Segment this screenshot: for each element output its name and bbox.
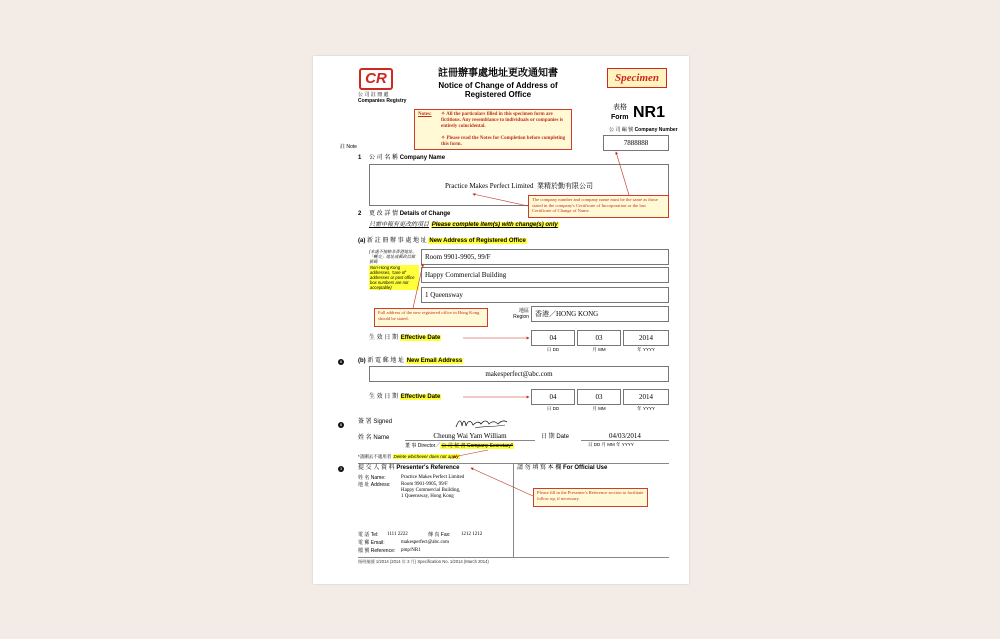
footer-spec: 指明編號 1/2014 (2014 年 3 月) Specification No. 1/2014 (March 2014) xyxy=(358,559,489,564)
item-a-label: (a) xyxy=(358,238,366,244)
title-zh: 註冊辦事處地址更改通知書 xyxy=(438,68,558,79)
form-zh: 表格 xyxy=(613,104,627,111)
date-b-dd[interactable]: 04 xyxy=(531,389,575,405)
callout-arrows xyxy=(313,56,689,584)
side-note-zh: (本處不接納非香港地址、「轉交」地址或郵政信箱號碼 xyxy=(369,249,417,264)
company-number-label-zh: 公 司 編 號 xyxy=(609,127,634,133)
date-a-mm-label: 月 MM xyxy=(592,347,606,352)
item-a-en: New Address of Registered Office xyxy=(429,238,526,244)
item-b-zh: 新 電 郵 地 址 xyxy=(367,358,405,364)
notes-item-2: ✧ Please read the Notes for Completion before completing this form. xyxy=(441,136,566,147)
effective-date-b-en: Effective Date xyxy=(400,394,441,400)
date-b-yyyy-label: 年 YYYY xyxy=(637,406,655,411)
item-b-en: New Email Address xyxy=(406,358,463,364)
section2-sub-zh: 只需申報有更改的項目 xyxy=(369,222,430,228)
role-en: Director xyxy=(417,443,436,449)
date-a-yyyy-label: 年 YYYY xyxy=(637,347,655,352)
presenter-addr-3: 1 Queensway, Hong Kong xyxy=(401,494,454,499)
side-note-en: Non-Hong Kong addresses, 'care of' addresses or post office box numbers are not acceptable) xyxy=(369,265,419,290)
role-note-en: Delete whichever does not apply xyxy=(393,454,459,459)
notes-label: Notes: xyxy=(418,112,432,117)
presenter-en: Presenter's Reference xyxy=(396,465,460,471)
section1-number: 1 xyxy=(358,155,362,161)
signature-bullet: 8 xyxy=(339,422,343,427)
role-sep: ／ xyxy=(435,443,441,449)
region-zh: 地區 xyxy=(518,308,529,314)
presenter-name-value[interactable]: Practice Makes Perfect Limited xyxy=(401,475,465,480)
region-field[interactable]: 香港／HONG KONG xyxy=(531,306,669,322)
signed-en: Signed xyxy=(373,419,393,425)
date-en: Date xyxy=(556,434,570,440)
form-page xyxy=(313,56,689,584)
date-b-yyyy[interactable]: 2014 xyxy=(623,389,669,405)
name-en: Name xyxy=(373,435,390,441)
presenter-ref-zh: 檔 號 xyxy=(358,548,370,554)
item-b-label: (b) xyxy=(358,358,366,364)
form-label: Form xyxy=(611,114,629,121)
presenter-addr-2: Happy Commercial Building, xyxy=(401,488,461,493)
official-en: For Official Use xyxy=(563,465,608,471)
presenter-name-en: Name: xyxy=(370,475,386,481)
date-a-dd[interactable]: 04 xyxy=(531,330,575,346)
date-a-dd-label: 日 DD xyxy=(546,347,560,352)
date-b-dd-label: 日 DD xyxy=(546,406,560,411)
address-line-1[interactable]: Room 9901-9905, 99/F xyxy=(421,249,669,265)
section2-sub-en: Please complete item(s) with change(s) only xyxy=(431,222,558,228)
effective-date-b-zh: 生 效 日 期 xyxy=(369,394,399,400)
note-label-zh: 註 xyxy=(340,144,346,150)
presenter-ref-en: Reference: xyxy=(370,548,396,554)
logo-en: Companies Registry xyxy=(358,98,407,104)
role-note-zh: *請刪去不適用者 xyxy=(358,454,392,459)
presenter-name-zh: 姓 名 xyxy=(358,475,370,481)
signature-date[interactable]: 04/03/2014 xyxy=(581,432,669,441)
title-en-1: Notice of Change of Address of xyxy=(438,81,558,90)
presenter-tel-value[interactable]: 1111 2222 xyxy=(387,532,408,537)
section2-zh: 更 改 詳 情 xyxy=(369,211,399,217)
callout-presenter: Please fill in the Presenter's Reference section to facilitate follow up, if necessary. xyxy=(533,488,648,507)
company-number-label-en: Company Number xyxy=(634,127,678,133)
cr-logo: CR xyxy=(359,68,393,90)
item-b-bullet: 6 xyxy=(339,359,343,364)
section2-number: 2 xyxy=(358,211,362,217)
presenter-email-value[interactable]: makesperfect@abc.com xyxy=(401,540,450,545)
presenter-fax-value[interactable]: 1212 1212 xyxy=(461,532,483,537)
specimen-stamp: Specimen xyxy=(607,68,667,88)
title-en-2: Registered Office xyxy=(464,90,532,99)
section1-zh: 公 司 名 稱 xyxy=(369,155,399,161)
role-secretary: 公 司 秘 書 Company Secretary* xyxy=(441,443,513,449)
email-field[interactable]: makesperfect@abc.com xyxy=(369,366,669,382)
official-zh: 請 勿 填 寫 本 欄 xyxy=(517,465,562,471)
presenter-zh: 提 交 人 資 料 xyxy=(358,465,395,471)
effective-date-en: Effective Date xyxy=(400,335,441,341)
signatory-name[interactable]: Cheung Wai Yam William xyxy=(405,432,535,441)
callout-address: Full address of the new registered office in Hong Kong should be stated. xyxy=(374,308,488,327)
role-zh: 董 事 xyxy=(405,443,417,449)
section1-en: Company Name xyxy=(399,155,446,161)
item-a-zh: 新 註 冊 辦 事 處 地 址 xyxy=(367,238,427,244)
effective-date-zh: 生 效 日 期 xyxy=(369,335,399,341)
presenter-email-zh: 電 郵 xyxy=(358,540,370,546)
date-a-yyyy[interactable]: 2014 xyxy=(623,330,669,346)
date-b-mm-label: 月 MM xyxy=(592,406,606,411)
callout-company: The company number and company name must be the same as those stated in the company's Certificate of Incorporation or the last Certificate of Change of Name. xyxy=(528,195,669,218)
form-code: NR1 xyxy=(633,104,666,121)
region-en: Region xyxy=(513,314,529,320)
presenter-addr-zh: 地 址 xyxy=(358,482,370,488)
logo-zh: 公 司 註 冊 處 xyxy=(358,92,389,98)
address-line-3[interactable]: 1 Queensway xyxy=(421,287,669,303)
presenter-fax-zh: 傳 真 xyxy=(428,532,440,538)
presenter-tel-zh: 電 話 xyxy=(358,532,370,538)
signed-zh: 簽 署 xyxy=(358,419,372,425)
notes-item-1: ✧ All the particulars filled in this specimen form are fictitious. Any resemblance to individuals or companies is entirely coincidental. xyxy=(441,112,564,129)
company-name-en: Practice Makes Perfect Limited xyxy=(445,182,534,190)
presenter-addr-en: Address: xyxy=(370,482,391,488)
section2-en: Details of Change xyxy=(399,211,451,217)
name-zh: 姓 名 xyxy=(358,435,372,441)
presenter-ref-value[interactable]: pmp/NR1 xyxy=(401,548,421,553)
presenter-addr-1: Room 9901-9905, 99/F xyxy=(401,482,448,487)
company-name-zh: 業精於勤有限公司 xyxy=(536,182,593,190)
note-label-en: Note xyxy=(346,144,357,150)
presenter-bullet: 3 xyxy=(339,466,343,471)
date-b-mm[interactable]: 03 xyxy=(577,389,621,405)
presenter-tel-en: Tel: xyxy=(370,532,379,538)
address-line-2[interactable]: Happy Commercial Building xyxy=(421,267,669,283)
date-a-mm[interactable]: 03 xyxy=(577,330,621,346)
company-number-field[interactable]: 7888888 xyxy=(603,135,669,151)
presenter-email-en: Email: xyxy=(370,540,385,546)
date-zh: 日 期 xyxy=(541,434,555,440)
signature-date-format: 日 DD 月 MM 年 YYYY xyxy=(588,442,634,447)
presenter-fax-en: Fax: xyxy=(440,532,451,538)
